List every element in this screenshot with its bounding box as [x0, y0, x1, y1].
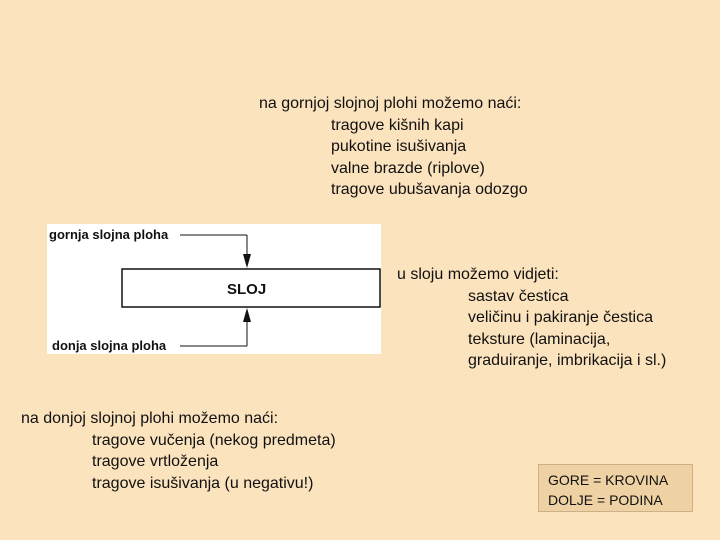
lower-surface-text: [21, 408, 336, 494]
inside-layer-item: sastav čestica: [468, 287, 569, 305]
inside-layer-item: graduiranje, imbrikacija i sl.): [468, 352, 667, 369]
legend-line-roof: GORE = KROVINA: [548, 472, 669, 488]
upper-surface-text: [259, 93, 528, 201]
lower-surface-item: tragove isušivanja (u negativu!): [92, 474, 314, 492]
upper-surface-item: tragove kišnih kapi: [331, 116, 464, 134]
upper-surface-item: pukotine isušivanja: [331, 138, 467, 155]
upper-surface-item: tragove ubušavanja odozgo: [331, 181, 528, 198]
inside-layer-text: [397, 264, 666, 372]
inside-layer-item: veličinu i pakiranje čestica: [468, 309, 653, 326]
upper-surface-heading: na gornjoj slojnoj plohi možemo naći:: [259, 95, 522, 112]
legend-line-floor: DOLJE = PODINA: [548, 492, 663, 508]
roof-floor-legend: [538, 464, 693, 512]
down-arrow-icon: [243, 254, 251, 268]
lower-surface-item: tragove vučenja (nekog predmeta): [92, 431, 336, 449]
lower-surface-item: tragove vrtloženja: [92, 453, 219, 470]
layer-diagram: [47, 224, 381, 354]
upper-surface-item: valne brazde (riplove): [331, 159, 485, 177]
layer-label: SLOJ: [227, 281, 267, 298]
upper-surface-label: gornja slojna ploha: [49, 227, 169, 242]
lower-surface-label: donja slojna ploha: [52, 338, 167, 353]
inside-layer-item: teksture (laminacija,: [468, 330, 611, 348]
inside-layer-heading: u sloju možemo vidjeti:: [397, 266, 559, 283]
lower-surface-heading: na donjoj slojnoj plohi možemo naći:: [21, 410, 279, 427]
